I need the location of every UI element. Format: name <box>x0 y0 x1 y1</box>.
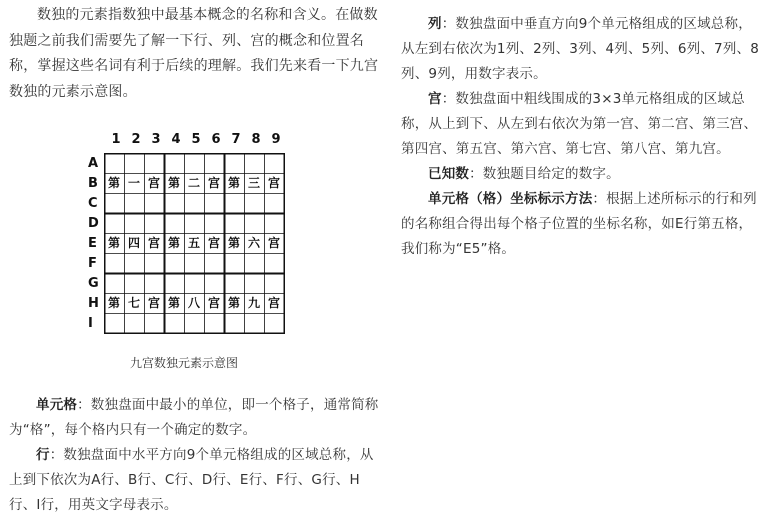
col-term: 列 <box>428 16 442 32</box>
column-number: 1 <box>111 132 121 147</box>
column-definition <box>401 12 759 87</box>
column-number: 7 <box>231 132 241 147</box>
column-number: 5 <box>191 132 201 147</box>
column-numbers <box>106 132 300 152</box>
grid-cell-text: 第 <box>107 296 120 310</box>
row-text: ：数独盘面中水平方向9个单元格组成的区域总称，从上到下依次为A行、B行、C行、D行、E行、F行、G行、H行、I行，用英文字母表示。 <box>9 447 374 513</box>
sudoku-figure <box>86 132 300 342</box>
column-number: 2 <box>131 132 141 147</box>
column-number: 9 <box>271 132 281 147</box>
grid-cell-text: 第 <box>107 176 120 190</box>
row-letter: B <box>88 176 98 191</box>
right-column <box>401 12 759 262</box>
row-letter: A <box>88 156 99 171</box>
grid-cell-text: 宫 <box>207 176 220 190</box>
grid-cell-text: 宫 <box>267 236 280 250</box>
grid-cell-text: 宫 <box>267 296 280 310</box>
sudoku-grid <box>104 153 284 333</box>
box-text: ：数独盘面中粗线围成的3×3单元格组成的区域总称，从上到下、从左到右依次为第一宫、第二宫、第三宫、第四宫、第五宫、第六宫、第七宫、第八宫、第九宫。 <box>401 91 758 157</box>
grid-cell-text: 五 <box>187 236 200 250</box>
grid-cell-text: 七 <box>127 296 140 310</box>
grid-cell-text: 第 <box>167 176 180 190</box>
col-text: ：数独盘面中垂直方向9个单元格组成的区域总称，从左到右依次为1列、2列、3列、4列、5列、6列、7列、8列、9列，用数字表示。 <box>401 16 760 82</box>
grid-cell-text: 第 <box>227 236 240 250</box>
given-definition <box>401 162 759 187</box>
row-letter: F <box>88 256 97 271</box>
row-letter: I <box>88 316 93 331</box>
row-letters <box>86 154 106 334</box>
box-definition <box>401 87 759 162</box>
grid-cell-text: 第 <box>107 236 120 250</box>
column-number: 8 <box>251 132 261 147</box>
column-number: 3 <box>151 132 161 147</box>
given-term: 已知数 <box>428 166 470 182</box>
grid-cell-text: 四 <box>127 236 140 250</box>
grid-cell-text: 宫 <box>147 176 160 190</box>
grid-cell-text: 九 <box>247 296 260 310</box>
grid-cell-text: 宫 <box>207 236 220 250</box>
grid-cell-text: 八 <box>187 296 200 310</box>
grid-cell-text: 第 <box>227 176 240 190</box>
cell-text: ：数独盘面中最小的单位，即一个格子，通常简称为“格”，每个格内只有一个确定的数字。 <box>9 397 379 438</box>
row-letter: D <box>88 216 99 231</box>
grid-cell-text: 宫 <box>267 176 280 190</box>
row-definition <box>9 443 387 518</box>
grid-cell-text: 宫 <box>147 236 160 250</box>
grid-cell-text: 宫 <box>147 296 160 310</box>
row-letter: E <box>88 236 97 251</box>
grid-cell-text: 第 <box>167 236 180 250</box>
box-term: 宫 <box>428 91 442 107</box>
coord-text: ：根据上述所标示的行和列的名称组合得出每个格子位置的坐标名称，如E行第五格，我们称为“E5”格。 <box>401 191 757 257</box>
bottom-left-text <box>9 393 387 518</box>
row-letter: C <box>88 196 98 211</box>
cell-definition <box>9 393 387 443</box>
given-text: ：数独题目给定的数字。 <box>469 166 620 182</box>
row-letter: H <box>88 296 99 311</box>
coord-definition <box>401 187 759 262</box>
grid-cell-text: 二 <box>187 176 200 190</box>
column-number: 6 <box>211 132 221 147</box>
coord-term: 单元格（格）坐标标示方法 <box>428 191 593 207</box>
row-term: 行 <box>36 447 50 463</box>
grid-cell-text: 六 <box>247 236 260 250</box>
cell-term: 单元格 <box>36 397 78 413</box>
column-number: 4 <box>171 132 181 147</box>
row-letter: G <box>88 276 99 291</box>
left-column <box>9 3 387 105</box>
grid-cell-text: 第 <box>227 296 240 310</box>
figure-caption: 九宫数独元素示意图 <box>130 356 239 370</box>
intro-paragraph: 数独的元素指数独中最基本概念的名称和含义。在做数独题之前我们需要先了解一下行、列、宫的概念和位置名称，掌握这些名词有利于后续的理解。我们先来看一下九宫数独的元素示意图。 <box>9 7 379 100</box>
grid-cell-text: 宫 <box>207 296 220 310</box>
grid-cell-text: 一 <box>127 176 140 190</box>
grid-cell-text: 第 <box>167 296 180 310</box>
grid-cell-text: 三 <box>247 176 260 190</box>
